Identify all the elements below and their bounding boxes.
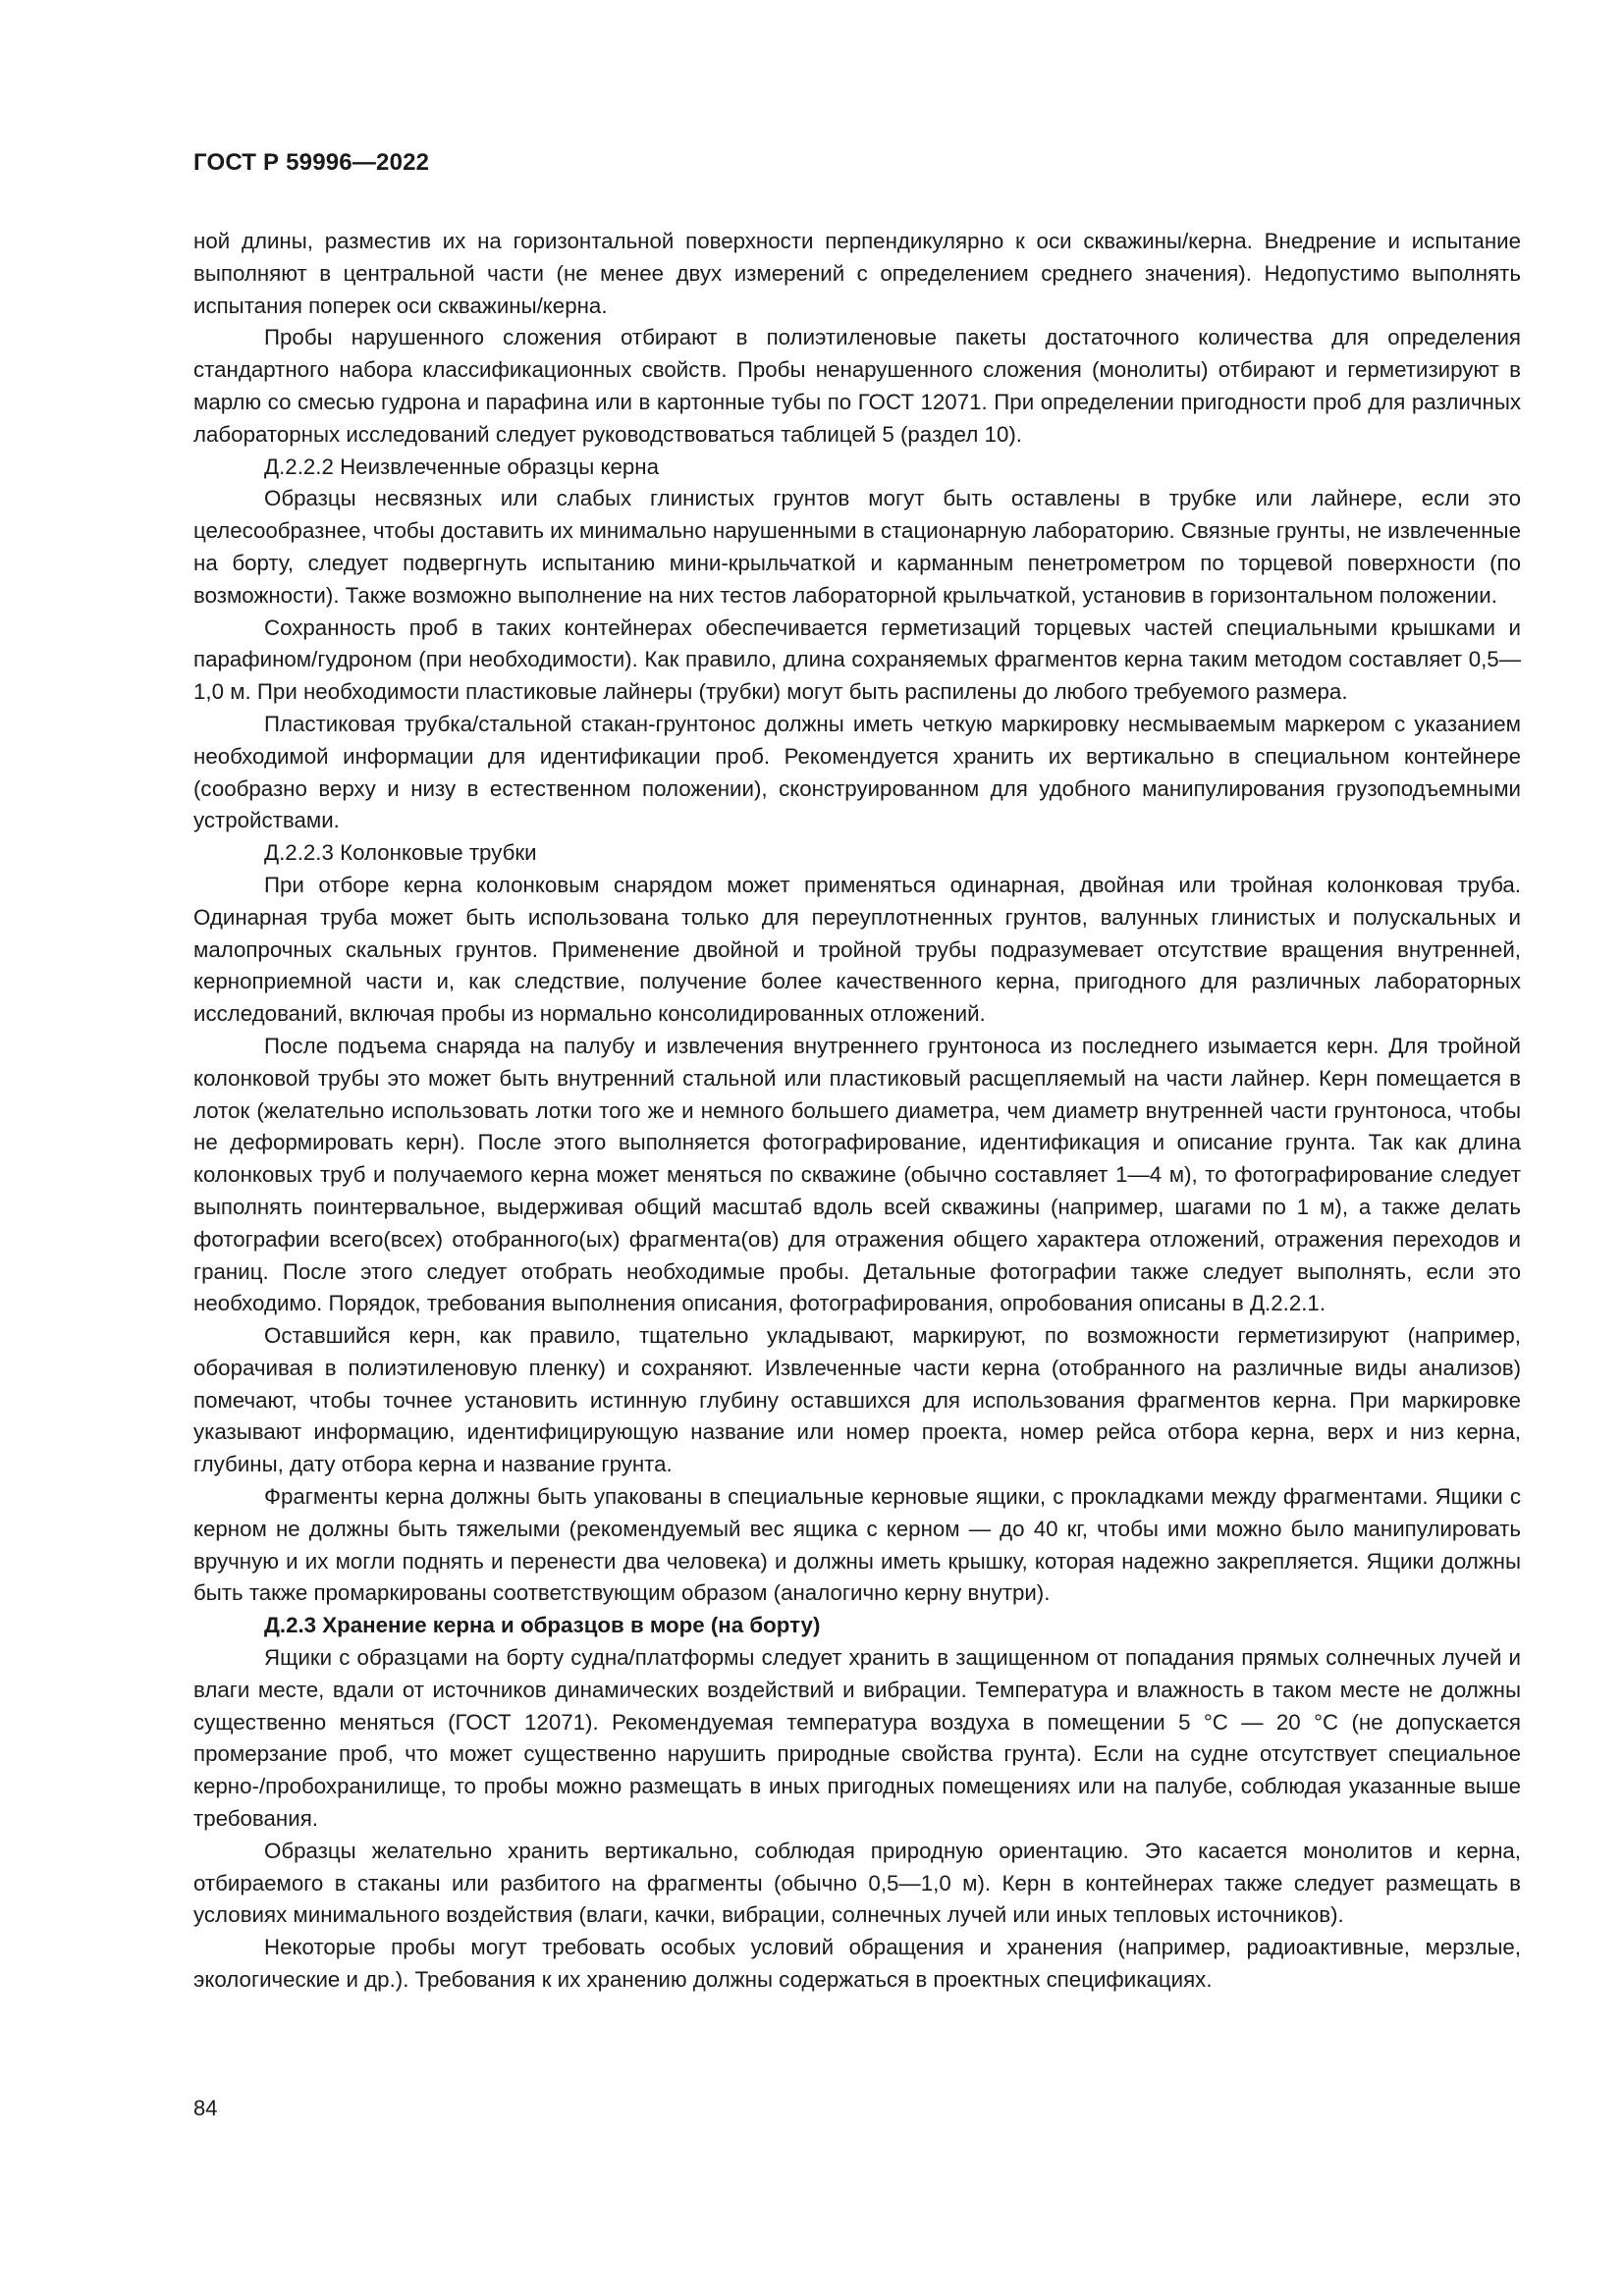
paragraph-core-boxes: Фрагменты керна должны быть упакованы в специальные керновые ящики, с прокладками между фрагментами. Ящики с керном не должны быть тяжелыми (рекомендуемый вес ящика с керном — до 40 кг, чтобы ими можно было манипулировать вручную и их могли поднять и перенести два человека) и должны иметь крышку, которая надежно закрепляется. Ящики должны быть также промаркированы соответствующим образом (аналогично керну внутри).: [193, 1484, 1521, 1606]
section-heading-d2-3: Д.2.3 Хранение керна и образцов в море (на борту): [264, 1613, 821, 1638]
paragraph-plastic-tube-marking: Пластиковая трубка/стальной стакан-грунтонос должны иметь четкую маркировку несмываемым маркером с указанием необходимой информации для идентификации проб. Рекомендуется хранить их вертикально в специальном контейнере (сообразно верху и низу в естественном положении), сконструированном для удобного манипулирования грузоподъемными устройствами.: [193, 711, 1521, 833]
paragraph-core-extraction: После подъема снаряда на палубу и извлечения внутреннего грунтоноса из последнего изымается керн. Для тройной колонковой трубы это может быть внутренний стальной или пластиковый расщепляемый на части лайнер. Керн помещается в лоток (желательно использовать лотки того же и немного большего диаметра, чем диаметр внутренней части грунтоноса, чтобы не деформировать керн). После этого выполняется фотографирование, идентификация и описание грунта. Так как длина колонковых труб и получаемого керна может меняться по скважине (обычно составляет 1—4 м), то фотографирование следует выполнять поинтервальное, выдерживая общий масштаб вдоль всей скважины (например, шагами по 1 м), а также делать фотографии всего(всех) отобранного(ых) фрагмента(ов) для отражения общего характера отложений, отражения переходов и границ. После этого следует отобрать необходимые пробы. Детальные фотографии также следует выполнять, если это необходимо. Порядок, требования выполнения описания, фотографирования, опробования описаны в Д.2.2.1.: [193, 1033, 1521, 1316]
document-body: [193, 226, 1521, 1997]
page-number: 84: [193, 2096, 218, 2120]
subsection-heading-d2-2-3: Д.2.2.3 Колонковые трубки: [264, 840, 537, 866]
document-header-title: ГОСТ Р 59996—2022: [193, 149, 430, 176]
paragraph-core-barrel: При отборе керна колонковым снарядом может применяться одинарная, двойная или тройная колонковая труба. Одинарная труба может быть использована только для переуплотненных грунтов, валунных глинистых и полускальных и малопрочных скальных грунтов. Применение двойной и тройной трубы подразумевает отсутствие вращения внутренней, кернoприемной части и, как следствие, получение более качественного керна, пригодного для различных лабораторных исследований, включая пробы из нормально консолидированных отложений.: [193, 872, 1521, 1027]
paragraph-continuation: ной длины, разместив их на горизонтальной поверхности перпендикулярно к оси скважины/керна. Внедрение и испытание выполняют в центральной части (не менее двух измерений с определением среднего значения). Недопустимо выполнять испытания поперек оси скважины/керна.: [193, 229, 1521, 318]
paragraph-vertical-storage: Образцы желательно хранить вертикально, соблюдая природную ориентацию. Это касается монолитов и керна, отбираемого в стаканы или разбитого на фрагменты (обычно 0,5—1,0 м). Керн в контейнерах также следует размещать в условиях минимального воздействия (влаги, качки, вибрации, солнечных лучей или иных тепловых источников).: [193, 1838, 1521, 1928]
paragraph-container-sealing: Сохранность проб в таких контейнерах обеспечивается герметизаций торцевых частей специальными крышками и парафином/гудроном (при необходимости). Как правило, длина сохраняемых фрагментов керна таким методом составляет 0,5—1,0 м. При необходимости пластиковые лайнеры (трубки) могут быть распилены до любого требуемого размера.: [193, 614, 1521, 705]
paragraph-special-samples: Некоторые пробы могут требовать особых условий обращения и хранения (например, радиоактивные, мерзлые, экологические и др.). Требования к их хранению должны содержаться в проектных спецификациях.: [193, 1935, 1521, 1993]
paragraph-disturbed-samples: Пробы нарушенного сложения отбирают в полиэтиленовые пакеты достаточного количества для определения стандартного набора классификационных свойств. Пробы ненарушенного сложения (монолиты) отбирают и герметизируют в марлю со смесью гудрона и парафина или в картонные тубы по ГОСТ 12071. При определении пригодности проб для различных лабораторных исследований следует руководствоваться таблицей 5 (раздел 10).: [193, 325, 1521, 447]
paragraph-storage-conditions: Ящики с образцами на борту судна/платформы следует хранить в защищенном от попадания прямых солнечных лучей и влаги месте, вдали от источников динамических воздействий и вибрации. Температура и влажность в таком месте не должны существенно меняться (ГОСТ 12071). Рекомендуемая температура воздуха в помещении 5 °С — 20 °С (не допускается промерзание проб, что может существенно нарушить природные свойства грунта). Если на судне отсутствует специальное керно-/пробохранилище, то пробы можно размещать в иных пригодных помещениях или на палубе, соблюдая указанные выше требования.: [193, 1645, 1521, 1832]
paragraph-loose-soils: Образцы несвязных или слабых глинистых грунтов могут быть оставлены в трубке или лайнере, если это целесообразнее, чтобы доставить их минимально нарушенными в стационарную лабораторию. Связные грунты, не извлеченные на борту, следует подвергнуть испытанию мини-крыльчаткой и карманным пенетрометром по торцевой поверхности (по возможности). Также возможно выполнение на них тестов лабораторной крыльчаткой, установив в горизонтальном положении.: [193, 486, 1521, 608]
paragraph-remaining-core: Оставшийся керн, как правило, тщательно укладывают, маркируют, по возможности герметизируют (например, оборачивая в полиэтиленовую пленку) и сохраняют. Извлеченные части керна (отобранного на различные виды анализов) помечают, чтобы точнее установить истинную глубину оставшихся для использования фрагментов керна. При маркировке указывают информацию, идентифицирующую название или номер проекта, номер рейса отбора керна, верх и низ керна, глубины, дату отбора керна и название грунта.: [193, 1323, 1521, 1477]
subsection-heading-d2-2-2: Д.2.2.2 Неизвлеченные образцы керна: [264, 454, 659, 479]
